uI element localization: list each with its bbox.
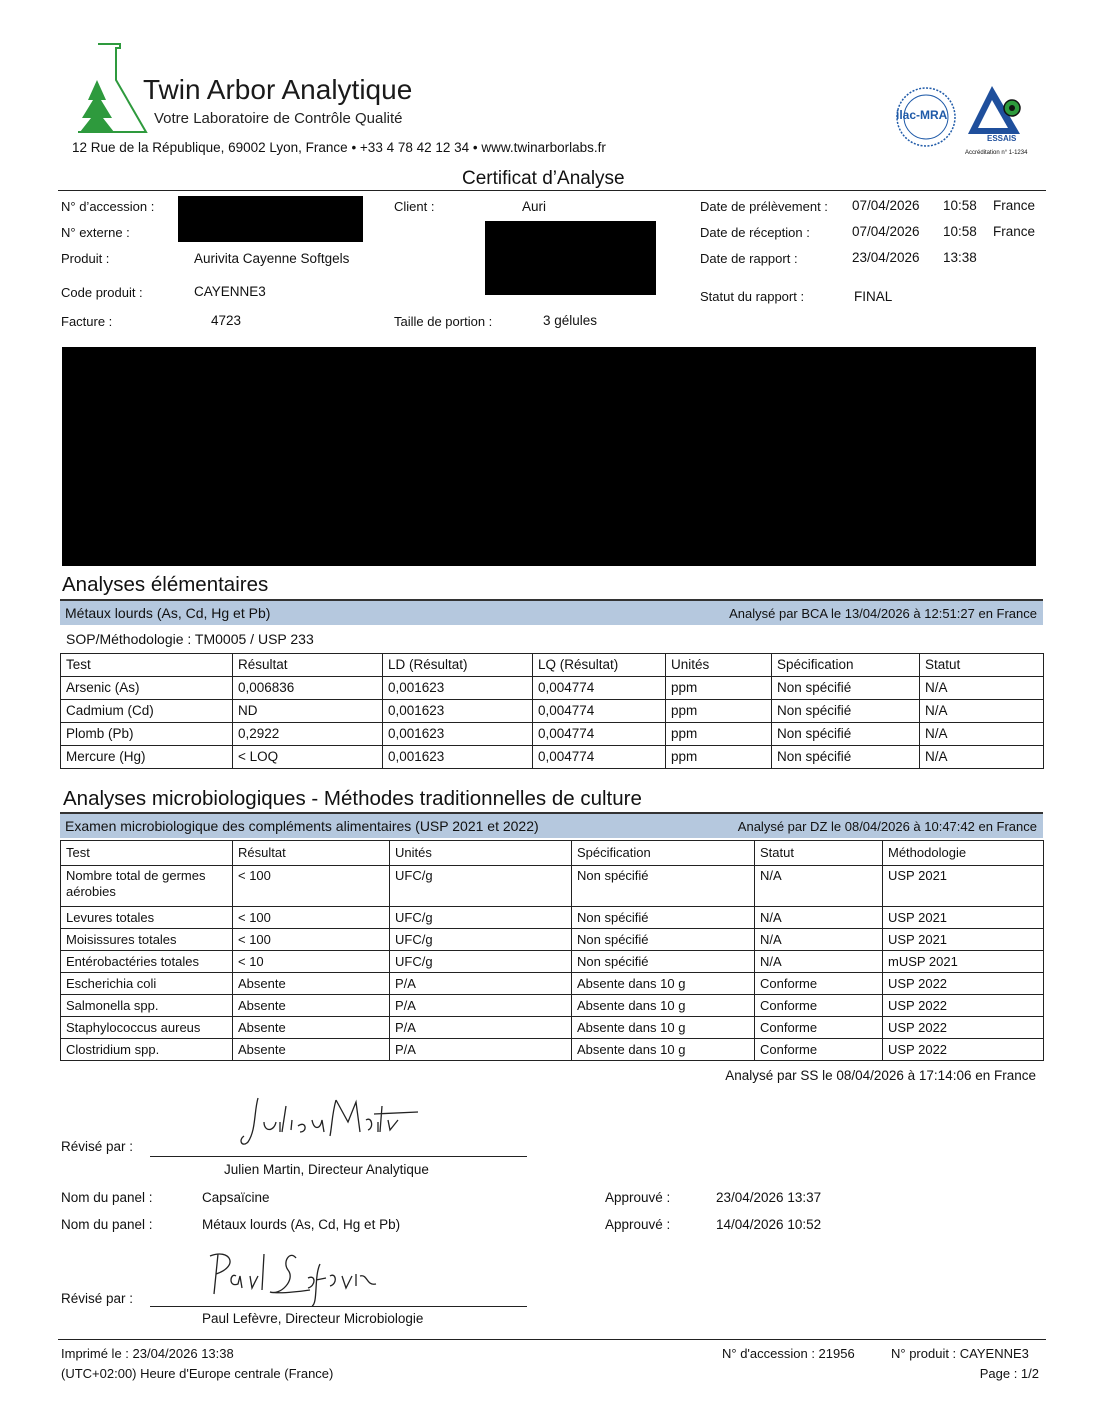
footer-divider — [58, 1339, 1046, 1340]
column-header: Unités — [666, 654, 772, 677]
essais-text: ESSAIS — [987, 134, 1017, 143]
document-title: Certificat d’Analyse — [462, 168, 625, 189]
signature-julien-martin — [236, 1092, 421, 1152]
table-cell: Clostridium spp. — [61, 1039, 233, 1061]
lab-logo-flask-tree-icon — [72, 40, 152, 135]
table-cell: 0,001623 — [383, 746, 533, 769]
table-cell: 0,001623 — [383, 723, 533, 746]
micro-band-title: Examen microbiologique des compléments alimentaires (USP 2021 et 2022) — [65, 818, 539, 834]
product-value: Aurivita Cayenne Softgels — [194, 251, 350, 266]
sampling-time: 10:58 — [943, 198, 977, 213]
table-cell: Absente — [233, 1017, 390, 1039]
table-cell: Non spécifié — [572, 929, 755, 951]
product-label: Produit : — [61, 251, 110, 266]
panel-2-value: Métaux lourds (As, Cd, Hg et Pb) — [202, 1217, 401, 1232]
redaction-box — [62, 347, 1036, 566]
table-cell: N/A — [755, 866, 883, 907]
column-header: Test — [61, 841, 233, 866]
table-cell: USP 2021 — [883, 929, 1044, 951]
table-cell: USP 2022 — [883, 973, 1044, 995]
table-cell: Arsenic (As) — [61, 677, 233, 700]
table-cell: ppm — [666, 723, 772, 746]
table-cell: N/A — [920, 746, 1044, 769]
table-cell: < 100 — [233, 907, 390, 929]
table-cell: Moisissures totales — [61, 929, 233, 951]
table-cell: Non spécifié — [572, 866, 755, 907]
table-cell: Conforme — [755, 1039, 883, 1061]
table-cell: P/A — [390, 973, 572, 995]
column-header: Méthodologie — [883, 841, 1044, 866]
accreditation-number: Accréditation n° 1-1234 — [965, 150, 1028, 156]
table-row — [61, 746, 1044, 769]
table-row — [61, 866, 1044, 907]
reviewer-1-name: Julien Martin, Directeur Analytique — [224, 1162, 429, 1177]
table-row — [61, 951, 1044, 973]
table-cell: Entérobactéries totales — [61, 951, 233, 973]
table-cell: 0,001623 — [383, 700, 533, 723]
panel-1-value: Capsaïcine — [202, 1190, 270, 1205]
essais-triangle-icon — [962, 82, 1042, 140]
portion-value: 3 gélules — [543, 313, 598, 328]
report-status-label: Statut du rapport : — [700, 289, 805, 304]
table-cell: 0,004774 — [533, 723, 666, 746]
table-cell: Non spécifié — [772, 677, 920, 700]
elemental-results-table — [60, 653, 1044, 769]
column-header: LQ (Résultat) — [533, 654, 666, 677]
table-cell: P/A — [390, 995, 572, 1017]
table-cell: N/A — [755, 929, 883, 951]
table-cell: 0,001623 — [383, 677, 533, 700]
footer-product-number: N° produit : CAYENNE3 — [891, 1346, 1029, 1361]
table-cell: Absente — [233, 973, 390, 995]
approved-2-value: 14/04/2026 10:52 — [716, 1217, 822, 1232]
table-cell: Levures totales — [61, 907, 233, 929]
table-cell: USP 2022 — [883, 1039, 1044, 1061]
table-cell: N/A — [920, 723, 1044, 746]
report-date-label: Date de rapport : — [700, 251, 798, 266]
portion-label: Taille de portion : — [394, 314, 493, 329]
ilac-text: ilac-MRA — [896, 108, 948, 122]
table-cell: mUSP 2021 — [883, 951, 1044, 973]
report-status-value: FINAL — [854, 289, 893, 304]
product-code-value: CAYENNE3 — [194, 284, 266, 299]
table-cell: N/A — [755, 907, 883, 929]
table-cell: Nombre total de germes aérobies — [61, 866, 233, 907]
micro-section-title: Analyses microbiologiques - Méthodes traditionnelles de culture — [63, 787, 642, 810]
column-header: Test — [61, 654, 233, 677]
table-cell: UFC/g — [390, 951, 572, 973]
lab-name: Twin Arbor Analytique — [143, 74, 413, 105]
redaction-box — [485, 221, 656, 295]
elemental-analyzed-by: Analysé par BCA le 13/04/2026 à 12:51:27 en France — [729, 606, 1037, 621]
table-header-row — [61, 654, 1044, 677]
table-cell: Salmonella spp. — [61, 995, 233, 1017]
table-row — [61, 1039, 1044, 1061]
table-cell: Absente dans 10 g — [572, 1039, 755, 1061]
table-cell: < 10 — [233, 951, 390, 973]
signature-paul-lefevre — [200, 1244, 385, 1310]
invoice-label: Facture : — [61, 314, 113, 329]
table-cell: N/A — [920, 677, 1044, 700]
table-cell: ppm — [666, 746, 772, 769]
table-cell: ND — [233, 700, 383, 723]
table-cell: 0,004774 — [533, 746, 666, 769]
reception-date: 07/04/2026 — [852, 224, 920, 239]
table-cell: < 100 — [233, 866, 390, 907]
table-cell: Conforme — [755, 1017, 883, 1039]
column-header: Unités — [390, 841, 572, 866]
signature-line-1 — [150, 1156, 527, 1157]
table-cell: USP 2022 — [883, 995, 1044, 1017]
elemental-band — [60, 599, 1043, 625]
table-cell: P/A — [390, 1017, 572, 1039]
sampling-date: 07/04/2026 — [852, 198, 920, 213]
column-header: Spécification — [772, 654, 920, 677]
sampling-timezone: France — [993, 198, 1036, 213]
table-cell: Non spécifié — [572, 907, 755, 929]
table-cell: USP 2021 — [883, 866, 1044, 907]
table-cell: Staphylococcus aureus — [61, 1017, 233, 1039]
column-header: Statut — [920, 654, 1044, 677]
redaction-box — [178, 196, 363, 242]
accession-label: N° d’accession : — [61, 199, 155, 214]
table-cell: N/A — [755, 951, 883, 973]
reception-time: 10:58 — [943, 224, 977, 239]
lab-address: 12 Rue de la République, 69002 Lyon, France • +33 4 78 42 12 34 • www.twinarborlabs.fr — [72, 140, 606, 155]
table-row — [61, 973, 1044, 995]
reception-date-label: Date de réception : — [700, 225, 810, 240]
table-cell: UFC/g — [390, 866, 572, 907]
reviewed-by-label-2: Révisé par : — [61, 1291, 134, 1306]
table-row — [61, 1017, 1044, 1039]
table-cell: Non spécifié — [772, 723, 920, 746]
table-cell: Absente dans 10 g — [572, 995, 755, 1017]
table-cell: Non spécifié — [772, 700, 920, 723]
table-row — [61, 929, 1044, 951]
printed-date: Imprimé le : 23/04/2026 13:38 — [61, 1346, 234, 1361]
reviewed-by-label-1: Révisé par : — [61, 1139, 134, 1154]
table-cell: USP 2021 — [883, 907, 1044, 929]
table-cell: UFC/g — [390, 907, 572, 929]
table-cell: P/A — [390, 1039, 572, 1061]
table-cell: 0,004774 — [533, 677, 666, 700]
panel-2-label: Nom du panel : — [61, 1217, 153, 1232]
approved-1-value: 23/04/2026 13:37 — [716, 1190, 822, 1205]
essais-accreditation-logo — [962, 82, 1042, 160]
elemental-band-title: Métaux lourds (As, Cd, Hg et Pb) — [65, 605, 271, 621]
approved-2-label: Approuvé : — [605, 1217, 671, 1232]
table-cell: Absente — [233, 995, 390, 1017]
column-header: Statut — [755, 841, 883, 866]
table-row — [61, 677, 1044, 700]
external-label: N° externe : — [61, 225, 130, 240]
table-row — [61, 700, 1044, 723]
header-divider — [58, 190, 1046, 191]
reviewer-2-name: Paul Lefèvre, Directeur Microbiologie — [202, 1311, 424, 1326]
micro-analyzed-by: Analysé par DZ le 08/04/2026 à 10:47:42 en France — [737, 819, 1037, 834]
table-cell: Escherichia coli — [61, 973, 233, 995]
elemental-sop: SOP/Méthodologie : TM0005 / USP 233 — [66, 631, 314, 647]
table-cell: 0,2922 — [233, 723, 383, 746]
micro-band — [60, 812, 1043, 838]
micro-footer-analyzed-by: Analysé par SS le 08/04/2026 à 17:14:06 en France — [725, 1068, 1036, 1083]
micro-results-table — [60, 840, 1044, 1061]
table-row — [61, 723, 1044, 746]
table-cell: USP 2022 — [883, 1017, 1044, 1039]
approved-1-label: Approuvé : — [605, 1190, 671, 1205]
lab-tagline: Votre Laboratoire de Contrôle Qualité — [154, 110, 403, 127]
table-cell: Plomb (Pb) — [61, 723, 233, 746]
table-cell: < 100 — [233, 929, 390, 951]
table-row — [61, 995, 1044, 1017]
table-cell: Absente — [233, 1039, 390, 1061]
table-cell: Non spécifié — [772, 746, 920, 769]
page-number: Page : 1/2 — [979, 1366, 1039, 1381]
signature-line-2 — [150, 1306, 527, 1307]
printed-timezone: (UTC+02:00) Heure d'Europe centrale (France) — [61, 1366, 334, 1381]
reception-timezone: France — [993, 224, 1036, 239]
table-cell: ppm — [666, 677, 772, 700]
panel-1-label: Nom du panel : — [61, 1190, 153, 1205]
table-cell: UFC/g — [390, 929, 572, 951]
elemental-section-title: Analyses élémentaires — [62, 573, 269, 596]
column-header: Résultat — [233, 654, 383, 677]
table-cell: N/A — [920, 700, 1044, 723]
report-date: 23/04/2026 — [852, 250, 920, 265]
table-cell: 0,006836 — [233, 677, 383, 700]
report-time: 13:38 — [943, 250, 977, 265]
client-value: Auri — [522, 199, 547, 214]
table-cell: Absente dans 10 g — [572, 973, 755, 995]
table-row — [61, 907, 1044, 929]
column-header: Spécification — [572, 841, 755, 866]
table-cell: ppm — [666, 700, 772, 723]
table-cell: Absente dans 10 g — [572, 1017, 755, 1039]
table-cell: Conforme — [755, 973, 883, 995]
column-header: Résultat — [233, 841, 390, 866]
table-header-row — [61, 841, 1044, 866]
invoice-value: 4723 — [211, 313, 242, 328]
table-cell: Cadmium (Cd) — [61, 700, 233, 723]
table-cell: < LOQ — [233, 746, 383, 769]
table-cell: 0,004774 — [533, 700, 666, 723]
footer-accession: N° d'accession : 21956 — [722, 1346, 855, 1361]
sampling-date-label: Date de prélèvement : — [700, 199, 828, 214]
client-label: Client : — [394, 199, 435, 214]
column-header: LD (Résultat) — [383, 654, 533, 677]
table-cell: Conforme — [755, 995, 883, 1017]
product-code-label: Code produit : — [61, 285, 143, 300]
table-cell: Non spécifié — [572, 951, 755, 973]
ilac-mra-logo — [895, 86, 957, 148]
table-cell: Mercure (Hg) — [61, 746, 233, 769]
